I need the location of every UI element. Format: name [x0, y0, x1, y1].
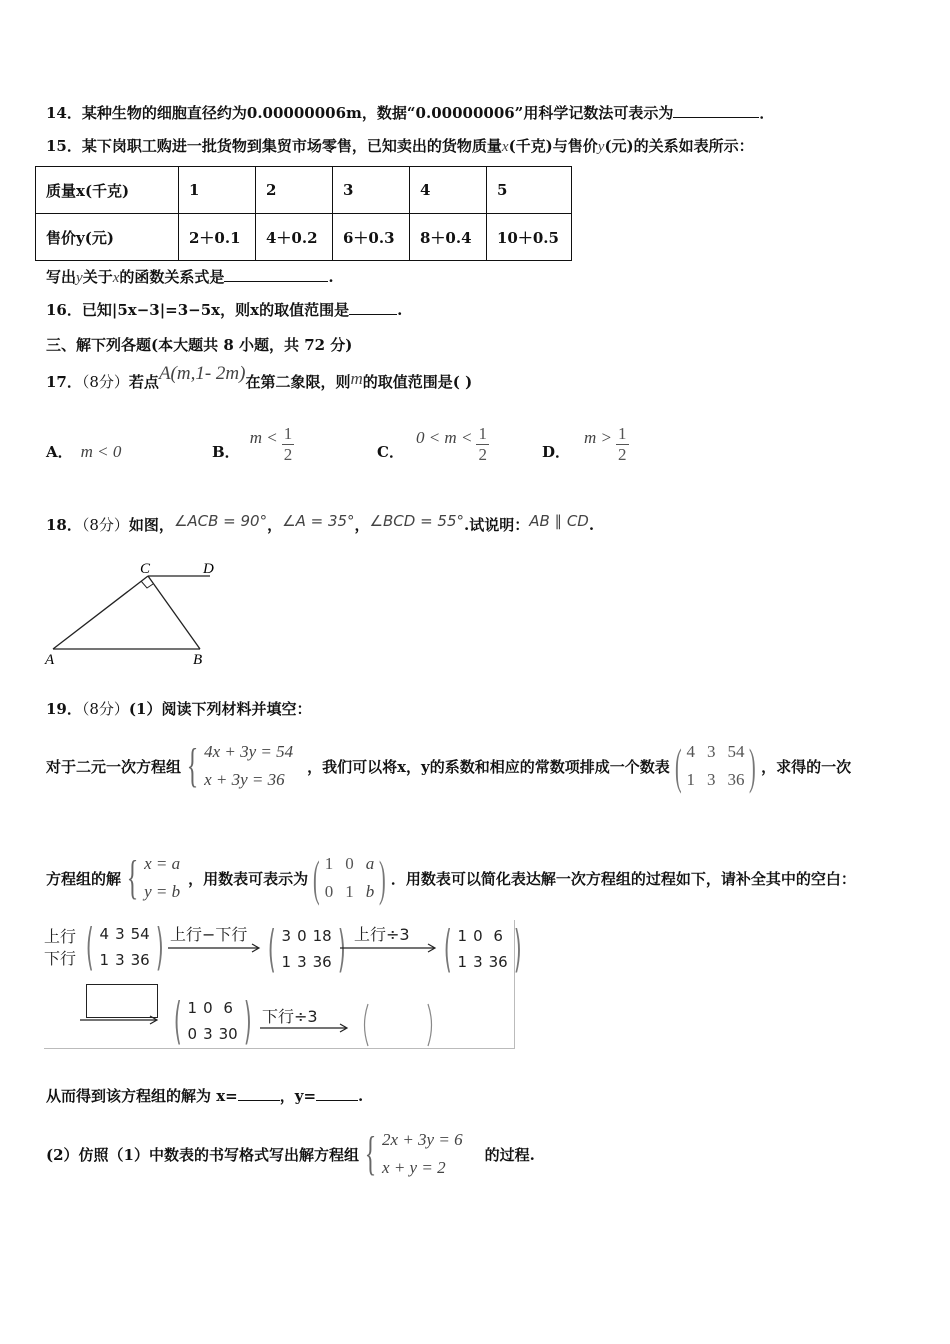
segment-cb [148, 576, 200, 649]
q19-part2-eq2: x + y = 2 [382, 1158, 446, 1177]
brace-icon: { [126, 851, 139, 904]
matrix-cell: 36 [312, 953, 332, 971]
table-cell: 1 [179, 167, 256, 214]
q19-x-answer-blank[interactable] [238, 1086, 280, 1101]
matrix-cell: 3 [115, 951, 125, 969]
q15-table-head-price: 售价y(元) [36, 214, 179, 261]
q19-process-diagram [44, 918, 522, 1050]
question-15 [46, 136, 754, 157]
brace-icon: { [364, 1127, 377, 1180]
q15-var-y-2: y [76, 270, 83, 286]
q17-number: 17． [46, 373, 82, 391]
diagram-matrix-1 [262, 920, 351, 978]
paren-right-icon: ) [155, 918, 164, 976]
q18-condition-2: ∠A = 35° [282, 512, 355, 530]
q19-sol2: y = b [144, 882, 181, 901]
q18-text-b: .试说明： [464, 516, 530, 534]
matrix-cell: 3 [203, 1025, 213, 1043]
q18-number: 18． [46, 516, 82, 534]
diagram-row-labels [44, 926, 76, 970]
q18-end: . [588, 516, 595, 534]
paren-left-icon: ( [173, 992, 182, 1050]
q19-sol1: x = a [144, 854, 181, 873]
empty-matrix-brackets [360, 1002, 436, 1048]
q15-answer-blank[interactable] [224, 267, 328, 282]
matrix-cell: 18 [312, 927, 332, 945]
matrix-cell: 1 [457, 953, 468, 971]
table-cell: 6＋0.3 [333, 214, 410, 261]
q19-lead-a: 对于二元一次方程组 [46, 757, 182, 776]
paren-left-icon: ( [674, 738, 682, 794]
fraction-denominator: 2 [618, 444, 627, 464]
matrix-cell: 3 [115, 925, 125, 943]
q17-option-a-expr: m < 0 [80, 442, 122, 461]
q17-option-a-label: A． [46, 443, 73, 461]
matrix-cell: 6 [493, 927, 503, 945]
diagram-op-1: 上行−下行 [170, 925, 248, 944]
row-label-bottom: 下行 [44, 949, 77, 968]
q19-part1: (1）阅读下列材料并填空： [128, 700, 312, 718]
q15-table-row-price [36, 214, 572, 261]
question-16 [46, 300, 402, 320]
matrix-cell: 1 [281, 953, 292, 971]
q15-write-a: 写出 [46, 268, 77, 286]
q19-eq2: x + 3y = 36 [204, 770, 285, 789]
table-cell: 4＋0.2 [256, 214, 333, 261]
q19-lead-c: ，求得的一次 [761, 757, 852, 776]
q17-option-a[interactable] [46, 420, 121, 468]
q15-table-head-mass: 质量x(千克) [36, 167, 179, 214]
arrow-right-icon [168, 942, 264, 954]
q18-score: （8分） [81, 516, 129, 534]
fraction-numerator: 1 [618, 423, 627, 443]
q19-part2-system [359, 1126, 463, 1182]
question-17 [46, 363, 473, 392]
arrow-right-icon [80, 1014, 162, 1026]
table-cell: 2＋0.1 [179, 214, 256, 261]
q14-text: 某种生物的细胞直径约为0.00000006m，数据“0.00000006”用科学记数法可表示为 [81, 104, 674, 122]
matrix-cell: 0 [203, 999, 213, 1017]
q19-part2-eq1: 2x + 3y = 6 [382, 1130, 463, 1149]
q19-y-answer-blank[interactable] [316, 1086, 358, 1101]
diagram-blank-operation-box[interactable] [86, 984, 158, 1018]
table-cell: 4 [410, 167, 487, 214]
q17-option-b-label: B． [212, 443, 240, 461]
paren-left-icon: ( [267, 920, 276, 978]
diagram-matrix-0 [80, 918, 169, 976]
q16-answer-blank[interactable] [349, 300, 397, 315]
row-label-top: 上行 [44, 927, 77, 946]
q17-option-d-label: D． [542, 443, 571, 461]
q19-matrix-2 [308, 852, 391, 904]
paren-right-icon: ) [513, 920, 522, 978]
matrix-cell: 1 [457, 927, 468, 945]
segment-ac [53, 576, 148, 649]
q19-part2-a: (2）仿照（1）中数表的书写格式写出解方程组 [46, 1145, 359, 1164]
q15-text-a: 某下岗职工购进一批货物到集贸市场零售，已知卖出的货物质量 [81, 137, 502, 155]
q17-text-b: 在第二象限，则 [245, 373, 351, 391]
fraction-denominator: 2 [283, 444, 293, 464]
q15-end: . [328, 268, 334, 286]
q19-result-a: 从而得到该方程组的解为 x= [46, 1087, 238, 1105]
table-cell: 10＋0.5 [487, 214, 572, 261]
matrix-cell: 3 [706, 742, 716, 761]
diagram-matrix-2 [438, 920, 527, 978]
q15-table-row-mass [36, 167, 572, 214]
matrix-cell: 36 [488, 953, 508, 971]
q18-text-a: 如图， [128, 516, 174, 534]
diagram-op-2: 上行÷3 [354, 925, 410, 944]
brace-icon: { [186, 739, 199, 792]
q14-answer-blank[interactable] [673, 103, 759, 118]
q19-matrix-1 [670, 740, 761, 792]
section-3-heading: 三、解下列各题(本大题共 8 小题，共 72 分) [46, 336, 353, 354]
label-d: D [203, 561, 214, 577]
matrix-cell: 30 [218, 1025, 238, 1043]
q19-result-line [46, 1086, 363, 1106]
matrix-cell: 0 [324, 882, 334, 901]
q17-option-b-expr: m < [249, 428, 278, 447]
matrix-cell: 54 [727, 742, 745, 761]
q14-end: ． [759, 104, 775, 122]
q19-score: （8分） [81, 700, 129, 718]
paren-right-icon: ) [749, 738, 757, 794]
matrix-cell: 6 [223, 999, 233, 1017]
matrix-cell: 1 [345, 882, 354, 901]
q17-option-c-label: C． [377, 443, 404, 461]
matrix-cell: 54 [130, 925, 150, 943]
fraction-numerator: 1 [478, 423, 487, 443]
matrix-cell: 0 [187, 1025, 198, 1043]
matrix-cell: 3 [473, 953, 483, 971]
matrix-cell: 1 [187, 999, 198, 1017]
arrow-right-icon [260, 1022, 352, 1034]
matrix-cell: 0 [297, 927, 307, 945]
q15-var-x: x [501, 139, 509, 155]
q19-system-line [46, 730, 926, 802]
q16-number: 16． [46, 301, 82, 319]
q17-option-b-fraction [282, 424, 295, 465]
q17-option-d[interactable] [542, 420, 629, 468]
q17-option-c-expr: 0 < m < [415, 428, 473, 447]
q19-number: 19． [46, 700, 82, 718]
matrix-cell: a [365, 854, 375, 873]
matrix-cell: 0 [345, 854, 354, 873]
q19-equation-system [181, 738, 293, 794]
q19-part2-line [46, 1118, 646, 1190]
question-14 [46, 103, 774, 123]
q19-result-b: ，y= [279, 1087, 317, 1105]
matrix-cell: b [365, 882, 375, 901]
paren-right-icon: ) [337, 920, 346, 978]
diagram-op-3: 下行÷3 [262, 1007, 318, 1026]
q17-option-d-expr: m > [584, 428, 613, 447]
q16-text: 已知|5x−3|=3−5x，则x的取值范围是 [81, 301, 350, 319]
q19-solution-line [46, 842, 926, 914]
matrix-cell: 36 [130, 951, 150, 969]
q17-score: （8分） [81, 373, 129, 391]
q15-var-y: y [597, 139, 605, 155]
matrix-cell: 0 [473, 927, 483, 945]
matrix-cell: 1 [99, 951, 110, 969]
q17-option-d-fraction [616, 424, 629, 465]
fraction-denominator: 2 [478, 444, 487, 464]
paren-left-icon: ( [443, 920, 452, 978]
paren-right-icon: ) [243, 992, 252, 1050]
q17-text-c: 的取值范围是( ) [362, 373, 473, 391]
matrix-cell: 3 [281, 927, 292, 945]
question-19 [46, 699, 311, 719]
paren-right-icon: ) [379, 850, 386, 906]
table-cell: 2 [256, 167, 333, 214]
q15-text-b: (千克)与售价 [508, 137, 598, 155]
arrow-right-icon [340, 942, 440, 954]
label-a: A [45, 652, 55, 668]
matrix-cell: 3 [706, 770, 716, 789]
q17-point: A(m,1- 2m) [158, 363, 246, 384]
table-cell: 5 [487, 167, 572, 214]
q15-write-c: 的函数关系式是 [119, 268, 225, 286]
diagram-matrix-3 [168, 992, 257, 1050]
paren-left-icon: ( [313, 850, 320, 906]
q17-option-b[interactable] [212, 420, 294, 468]
q15-var-x-2: x [112, 270, 120, 286]
diagram-blank-result-matrix[interactable] [360, 1002, 436, 1048]
q17-option-c[interactable] [377, 420, 489, 468]
fraction-numerator: 1 [283, 423, 293, 443]
label-c: C [140, 561, 151, 577]
q19-sol-a: 方程组的解 [46, 869, 122, 888]
matrix-cell: 1 [686, 770, 695, 789]
q19-sol-b: ，用数表可表示为 [188, 869, 309, 888]
q19-part2-b: 的过程. [484, 1145, 535, 1164]
q19-sol-c: ．用数表可以简化表达解一次方程组的过程如下，请补全其中的空白： [390, 869, 856, 888]
matrix-cell: 3 [297, 953, 307, 971]
q18-goal: AB ∥ CD [529, 512, 589, 530]
table-cell: 3 [333, 167, 410, 214]
matrix-cell: 36 [727, 770, 745, 789]
matrix-cell: 1 [324, 854, 334, 873]
q15-question-line [46, 267, 334, 288]
paren-left-icon: ( [85, 918, 94, 976]
q17-option-c-fraction [476, 424, 489, 465]
q15-number: 15． [46, 137, 82, 155]
q15-write-b: 关于 [82, 268, 113, 286]
matrix-cell: 4 [686, 742, 695, 761]
q17-var-m: m [350, 369, 363, 388]
q15-text-c: (元)的关系如表所示： [604, 137, 754, 155]
question-18: 18．（8分）如图，∠ACB = 90°，∠A = 35°，∠BCD = 55°.试说明：AB ∥ CD. [46, 512, 595, 534]
q19-eq1: 4x + 3y = 54 [204, 742, 294, 761]
q19-result-end: . [358, 1087, 364, 1105]
label-b: B [193, 652, 203, 668]
q18-triangle-figure [40, 556, 230, 672]
q18-condition-1: ∠ACB = 90° [173, 512, 268, 530]
q19-solution-system [121, 850, 180, 906]
q17-text-a: 若点 [128, 373, 159, 391]
right-angle-mark [141, 581, 153, 588]
matrix-cell: 4 [99, 925, 110, 943]
q15-table [35, 166, 572, 261]
q19-lead-b: ，我们可以将x，y的系数和相应的常数项排成一个数表 [307, 757, 670, 776]
q18-condition-3: ∠BCD = 55° [369, 512, 464, 530]
q16-end: . [397, 301, 403, 319]
q14-number: 14． [46, 104, 82, 122]
table-cell: 8＋0.4 [410, 214, 487, 261]
